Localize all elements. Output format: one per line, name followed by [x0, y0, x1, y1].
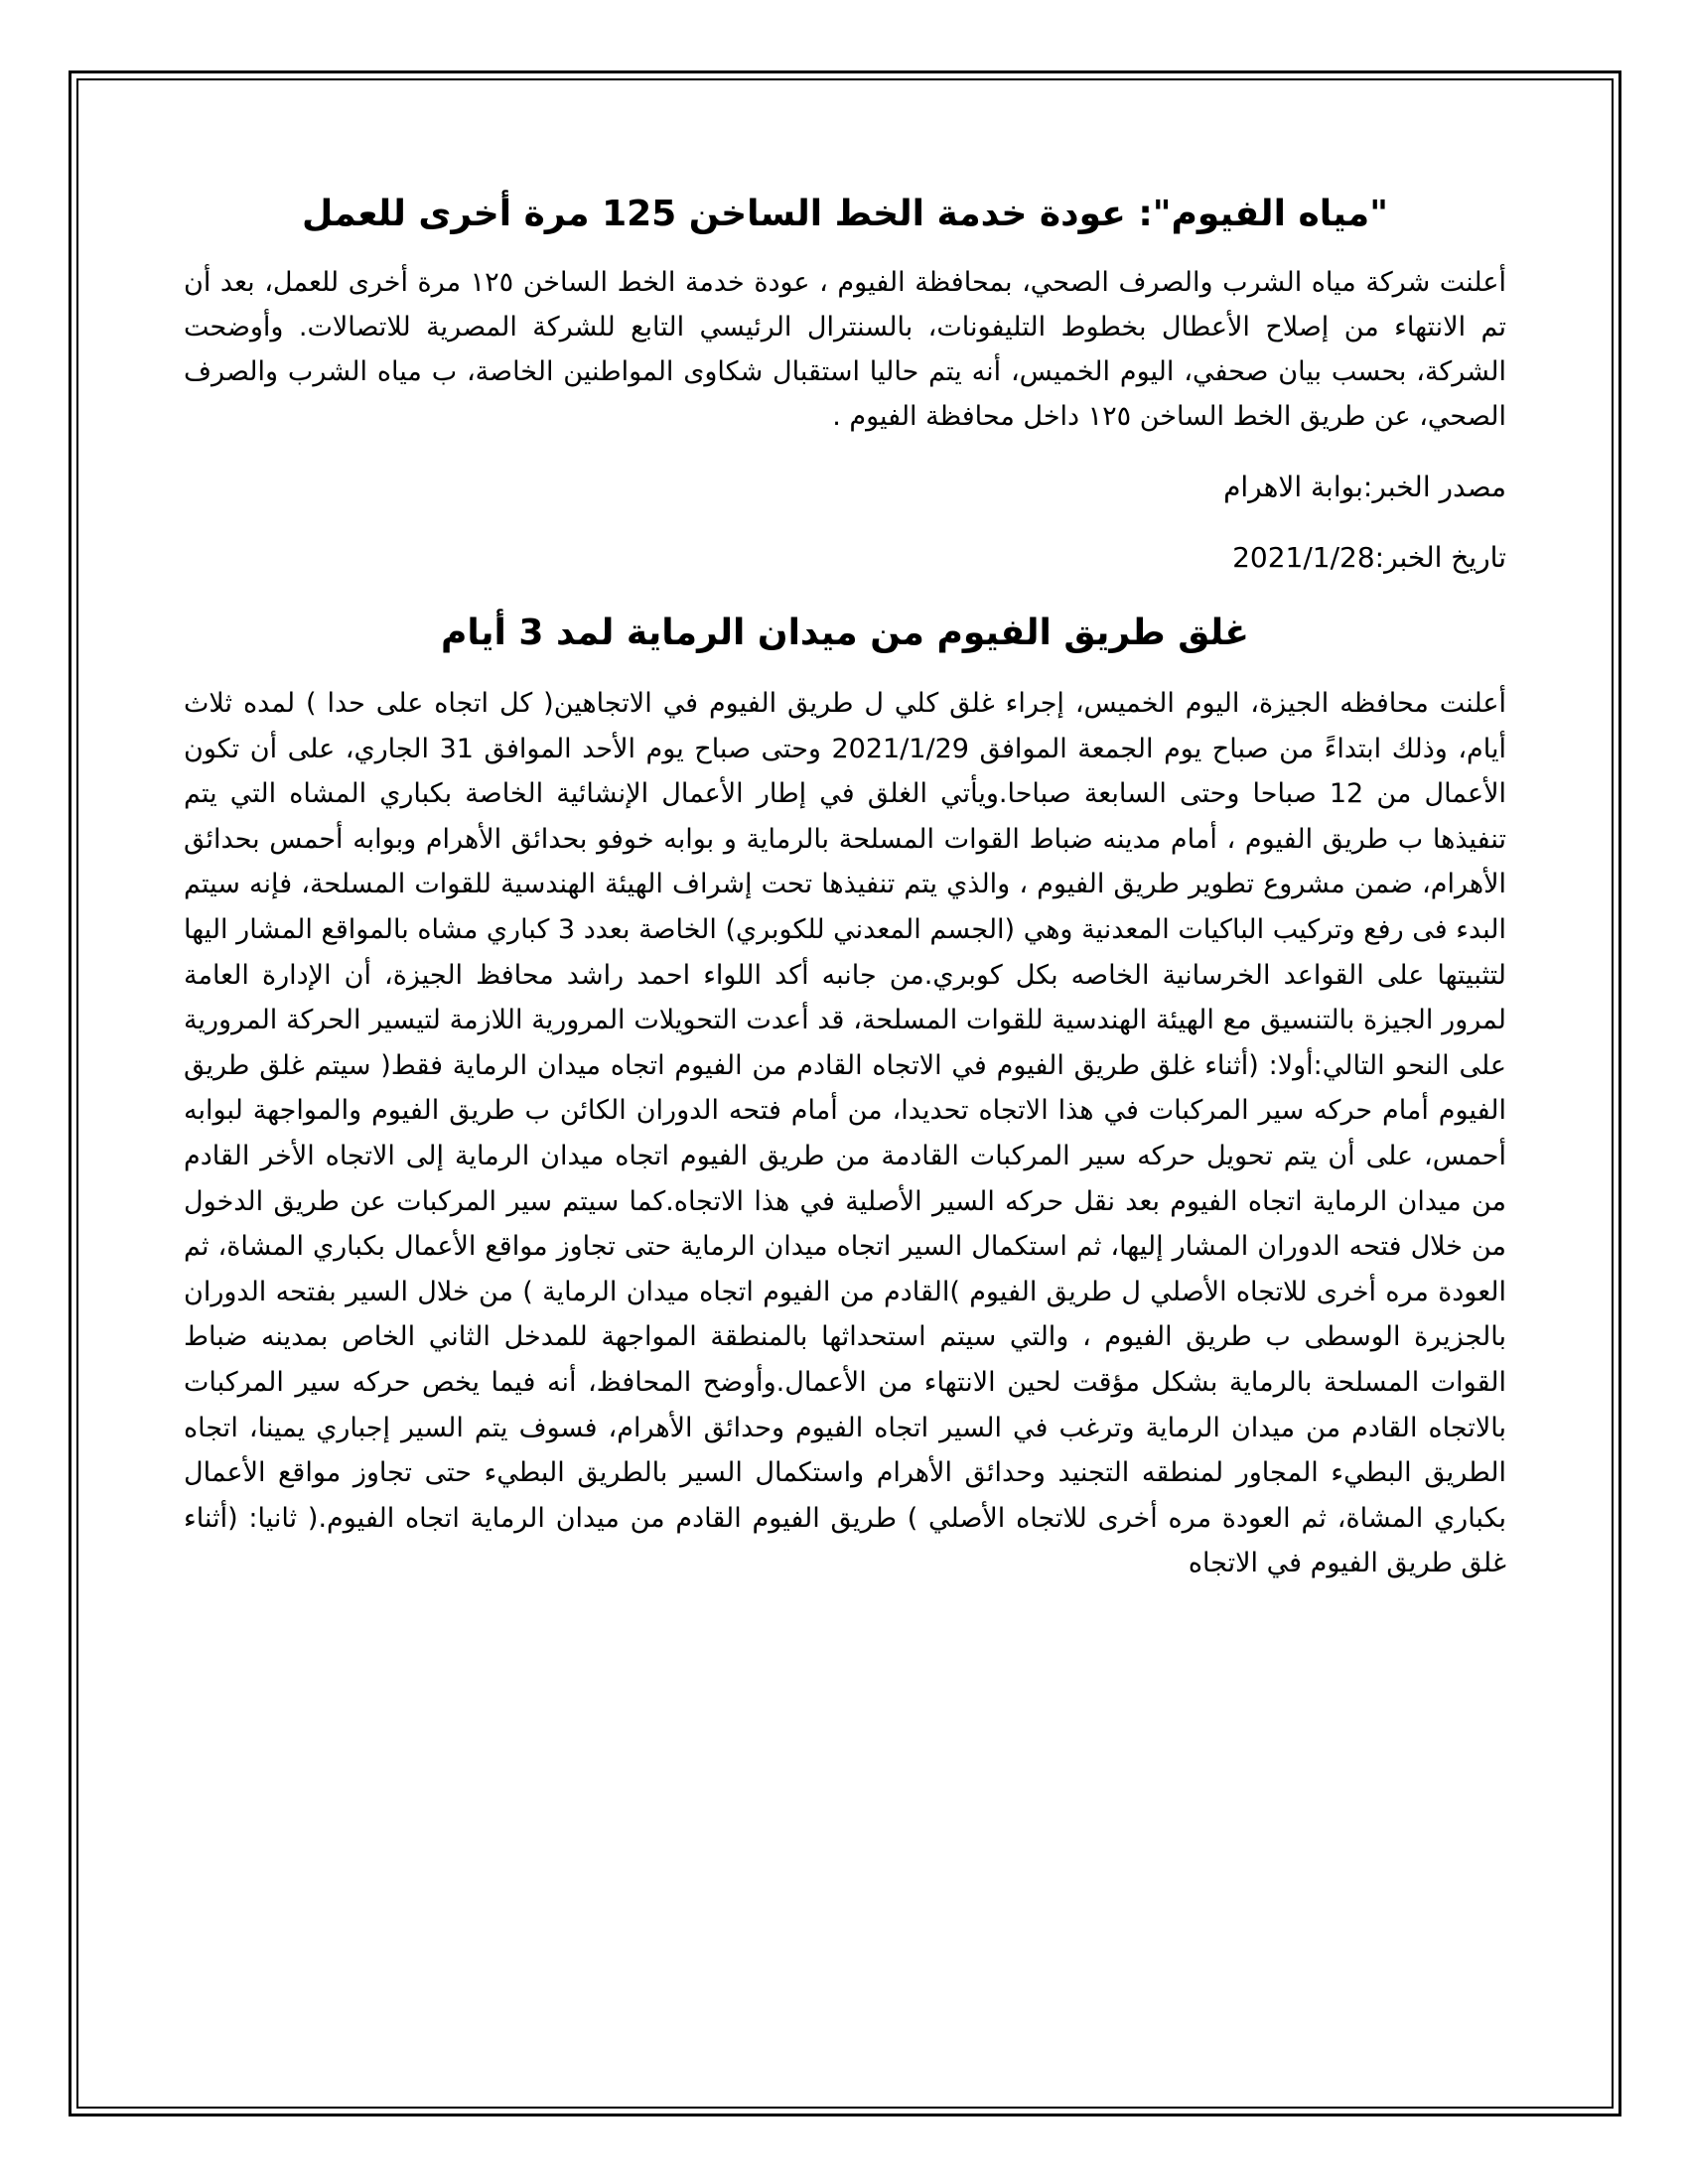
article2-body: أعلنت محافظه الجيزة، اليوم الخميس، إجراء غلق كلي ل طريق الفيوم في الاتجاهين( كل اتجاه على حدا ) لمده ثلاث أيام، وذلك ابتداءً من صباح يوم الجمعة الموافق 2021/1/29 وحتى صباح يوم الأحد الموافق 31 الجاري، على أن تكون الأعمال من 12 صباحا وحتى السابعة صباحا.ويأتي الغلق في إطار الأعمال الإنشائية الخاصة بكباري المشاه التي يتم تنفيذها ب طريق الفيوم ، أمام مدينه ضباط القوات المسلحة بالرماية و بوابه خوفو بحدائق الأهرام وبوابه أحمس بحدائق الأهرام، ضمن مشروع تطوير طريق الفيوم ، والذي يتم تنفيذها تحت إشراف الهيئة الهندسية للقوات المسلحة، فإنه سيتم البدء فى رفع وتركيب الباكيات المعدنية وهي (الجسم المعدني للكوبري) الخاصة بعدد 3 كباري مشاه بالمواقع المشار اليها لتثبيتها على القواعد الخرسانية الخاصه بكل كوبري.من جانبه أكد اللواء احمد راشد محافظ الجيزة، أن الإدارة العامة لمرور الجيزة بالتنسيق مع الهيئة الهندسية للقوات المسلحة، قد أعدت التحويلات المرورية اللازمة لتيسير الحركة المرورية على النحو التالي:أولا: (أثناء غلق طريق الفيوم في الاتجاه القادم من الفيوم اتجاه ميدان الرماية فقط( سيتم غلق طريق الفيوم أمام حركه سير المركبات في هذا الاتجاه تحديدا، من أمام فتحه الدوران الكائن ب طريق الفيوم والمواجهة لبوابه أحمس، على أن يتم تحويل حركه سير المركبات القادمة من طريق الفيوم اتجاه ميدان الرماية إلى الاتجاه الأخر القادم من ميدان الرماية اتجاه الفيوم بعد نقل حركه السير الأصلية في هذا الاتجاه.كما سيتم سير المركبات عن طريق الدخول من خلال فتحه الدوران المشار إليها، ثم استكمال السير اتجاه ميدان الرماية حتى تجاوز مواقع الأعمال بكباري المشاة، ثم العودة مره أخرى للاتجاه الأصلي ل طريق الفيوم )القادم من الفيوم اتجاه ميدان الرماية ) من خلال السير بفتحه الدوران بالجزيرة الوسطى ب طريق الفيوم ، والتي سيتم استحداثها بالمنطقة المواجهة للمدخل الثاني الخاص بمدينه ضباط القوات المسلحة بالرماية بشكل مؤقت لحين الانتهاء من الأعمال.وأوضح المحافظ، أنه فيما يخص حركه سير المركبات بالاتجاه القادم من ميدان الرماية وترغب في السير اتجاه الفيوم وحدائق الأهرام، فسوف يتم السير إجباري يمينا، اتجاه الطريق البطيء المجاور لمنطقه التجنيد وحدائق الأهرام واستكمال السير بالطريق البطيء حتى تجاوز مواقع الأعمال بكباري المشاة، ثم العودة مره أخرى للاتجاه الأصلي ) طريق الفيوم القادم من ميدان الرماية اتجاه الفيوم.( ثانيا: (أثناء غلق طريق الفيوم في الاتجاه [184, 688, 1506, 1579]
article1-body: أعلنت شركة مياه الشرب والصرف الصحي، بمحافظة الفيوم ، عودة خدمة الخط الساخن ١٢٥ مرة أخرى للعمل، بعد أن تم الانتهاء من إصلاح الأعطال بخطوط التليفونات، بالسنترال الرئيسي التابع للشركة المصرية للاتصالات. وأوضحت الشركة، بحسب بيان صحفي، اليوم الخميس، أنه يتم حاليا استقبال شكاوى المواطنين الخاصة، ب مياه الشرب والصرف الصحي، عن طريق الخط الساخن ١٢٥ داخل محافظة الفيوم . [184, 267, 1506, 432]
article1-source: مصدر الخبر:بوابة الاهرام [1223, 471, 1506, 503]
article1-date: تاريخ الخبر:2021/1/28 [1232, 541, 1506, 574]
article1-title: "مياه الفيوم": عودة خدمة الخط الساخن 125 مرة أخرى للعمل [302, 194, 1388, 234]
document-content [184, 189, 1506, 1586]
article2-title: غلق طريق الفيوم من ميدان الرماية لمد 3 أيام [441, 613, 1249, 653]
